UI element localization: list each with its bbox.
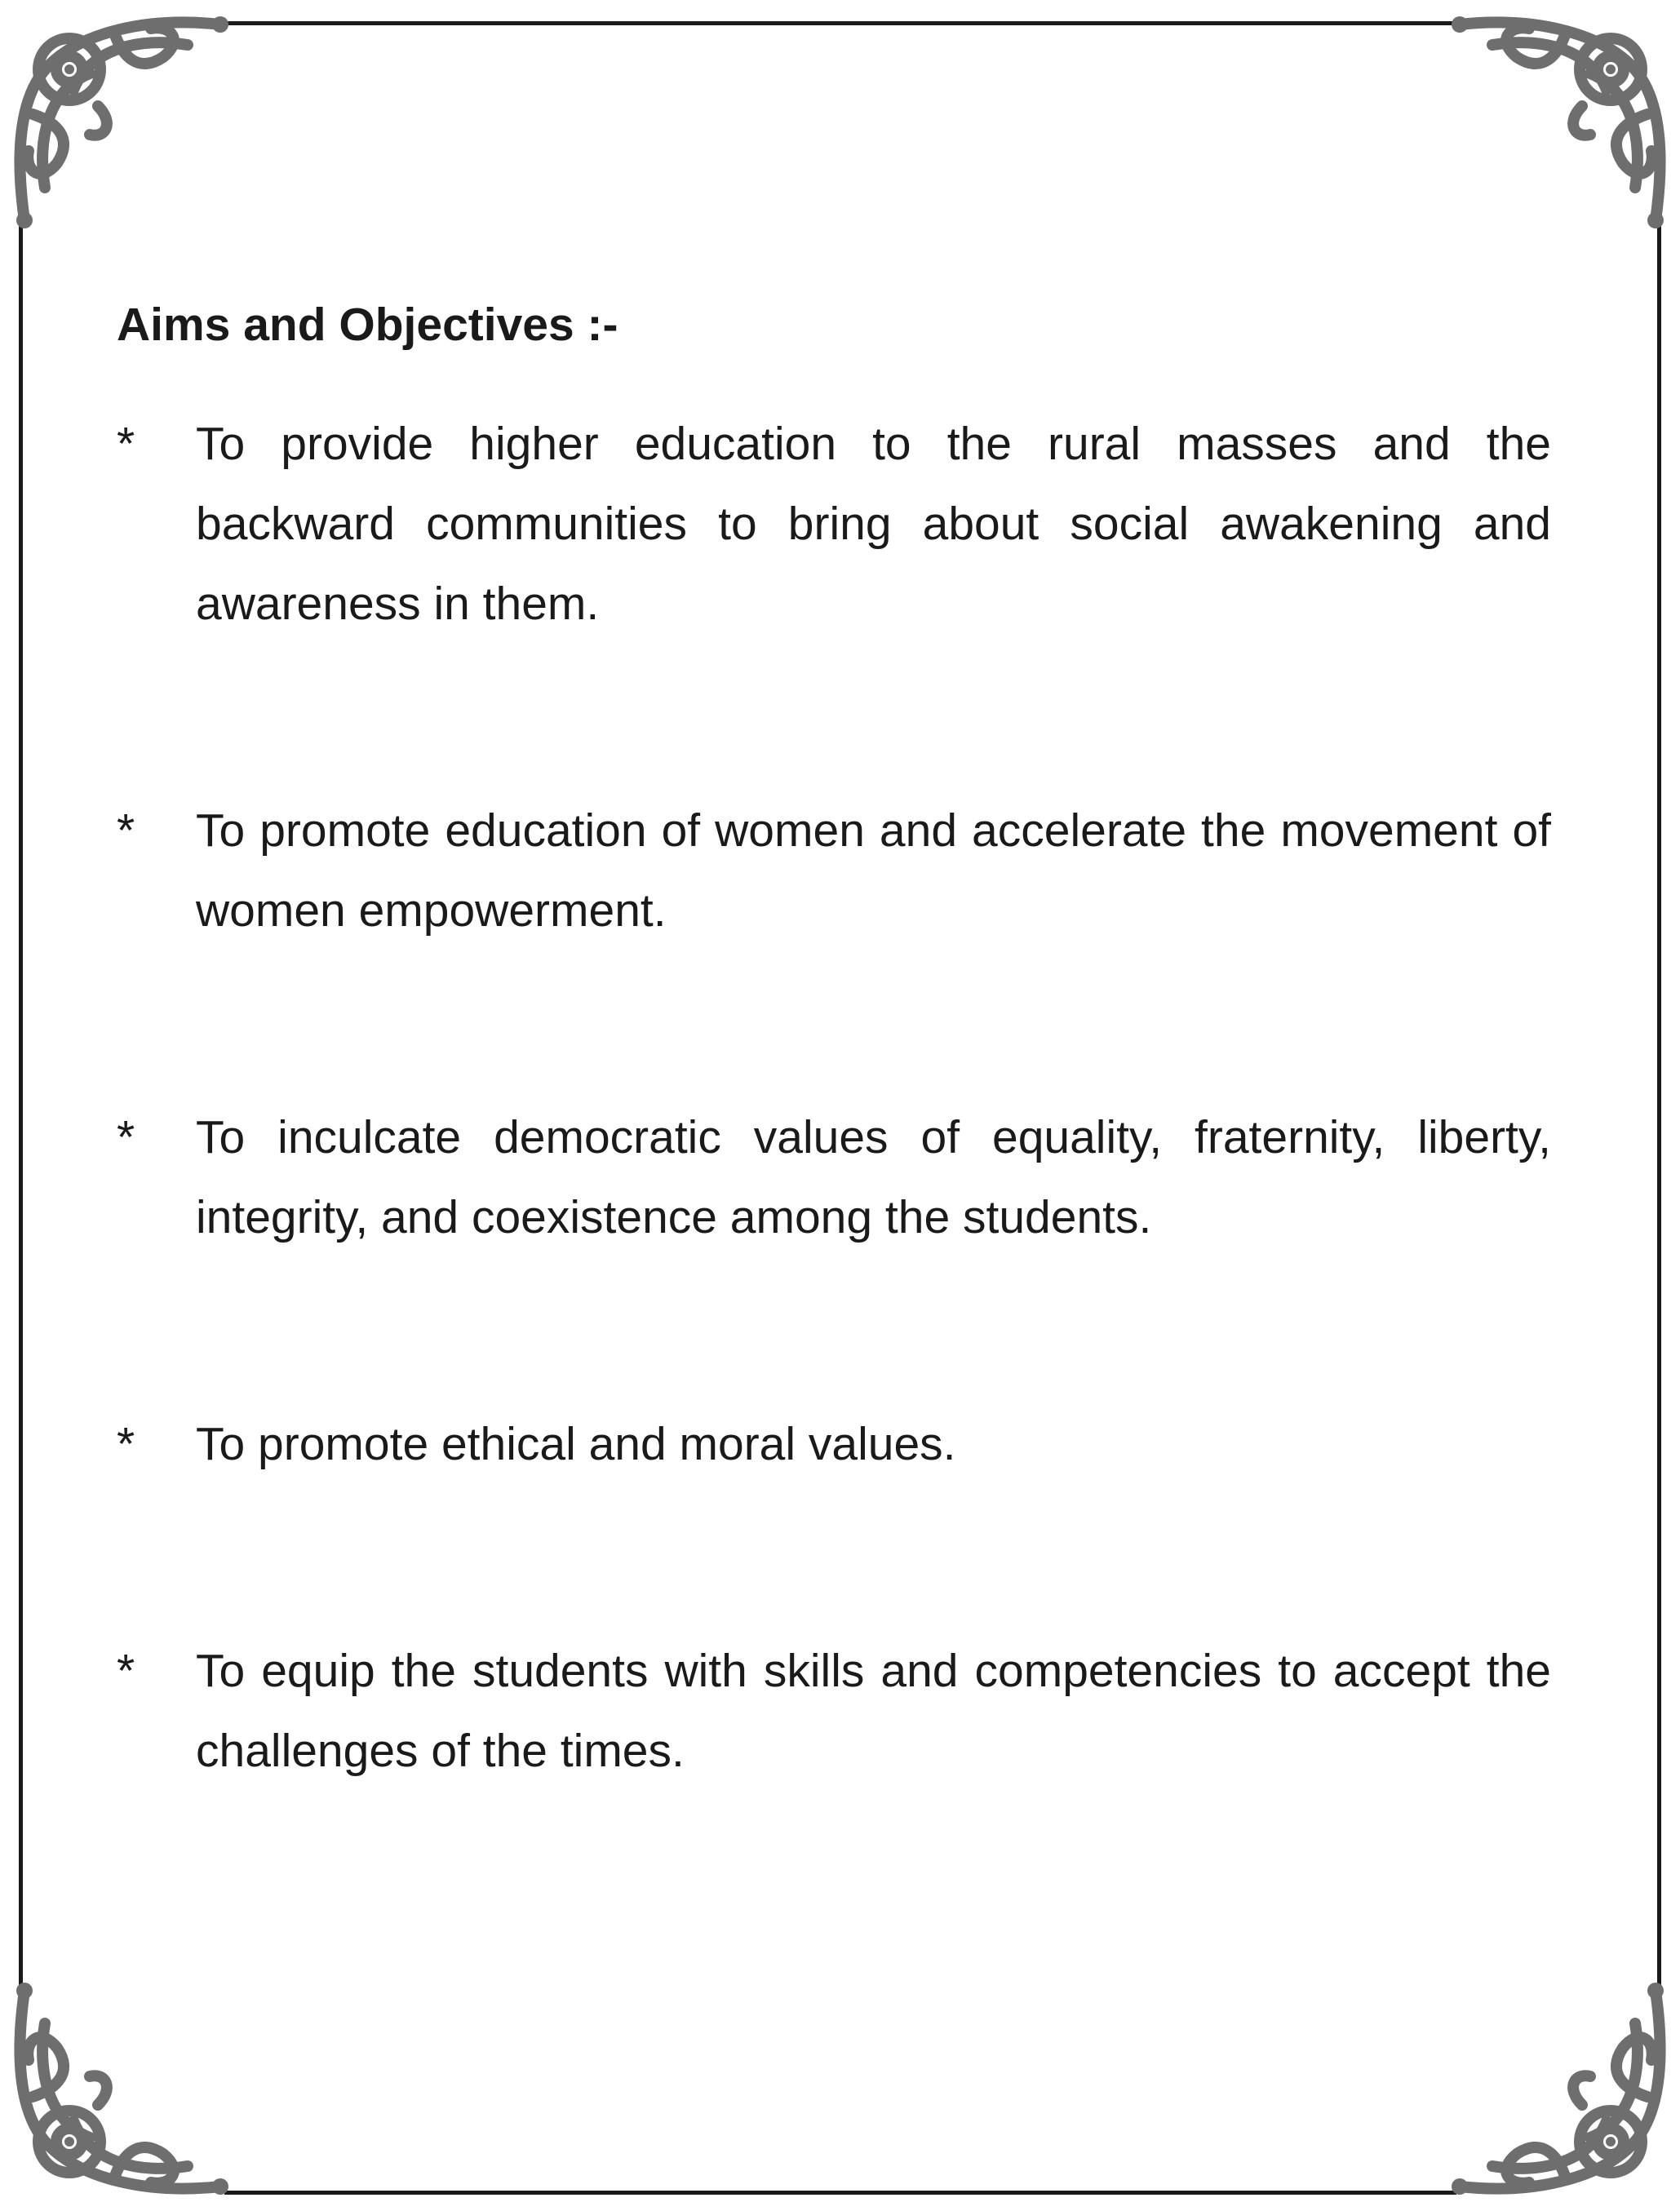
objective-text: To provide higher education to the rural masses and the backward communities to bring about social awakening and awareness in them. xyxy=(196,418,1551,630)
objective-text: To equip the students with skills and competencies to accept the challenges of the times. xyxy=(196,1645,1551,1777)
page-heading: Aims and Objectives :- xyxy=(117,299,618,351)
list-item xyxy=(117,791,1551,950)
celtic-knot-corner-icon xyxy=(1443,1974,1680,2211)
list-item xyxy=(117,1631,1551,1791)
bullet-asterisk: * xyxy=(117,804,135,857)
celtic-knot-corner-icon xyxy=(1443,0,1680,237)
frame-bottom-border xyxy=(224,2191,1456,2195)
frame-right-border xyxy=(1657,224,1661,1987)
bullet-asterisk: * xyxy=(117,1111,135,1163)
objective-text: To inculcate democratic values of equality, fraternity, liberty, integrity, and coexistence among the students. xyxy=(196,1111,1551,1243)
bullet-asterisk: * xyxy=(117,418,135,470)
celtic-knot-corner-icon xyxy=(0,1974,237,2211)
bullet-asterisk: * xyxy=(117,1645,135,1697)
list-item xyxy=(117,404,1551,644)
objective-text: To promote education of women and accelerate the movement of women empowerment. xyxy=(196,804,1551,937)
objective-text: To promote ethical and moral values. xyxy=(196,1418,956,1470)
list-item xyxy=(117,1097,1551,1257)
celtic-knot-corner-icon xyxy=(0,0,237,237)
frame-left-border xyxy=(19,224,23,1987)
list-item xyxy=(117,1404,1551,1484)
bullet-asterisk: * xyxy=(117,1418,135,1470)
objectives-list xyxy=(117,404,1551,1791)
frame-top-border xyxy=(224,21,1456,25)
